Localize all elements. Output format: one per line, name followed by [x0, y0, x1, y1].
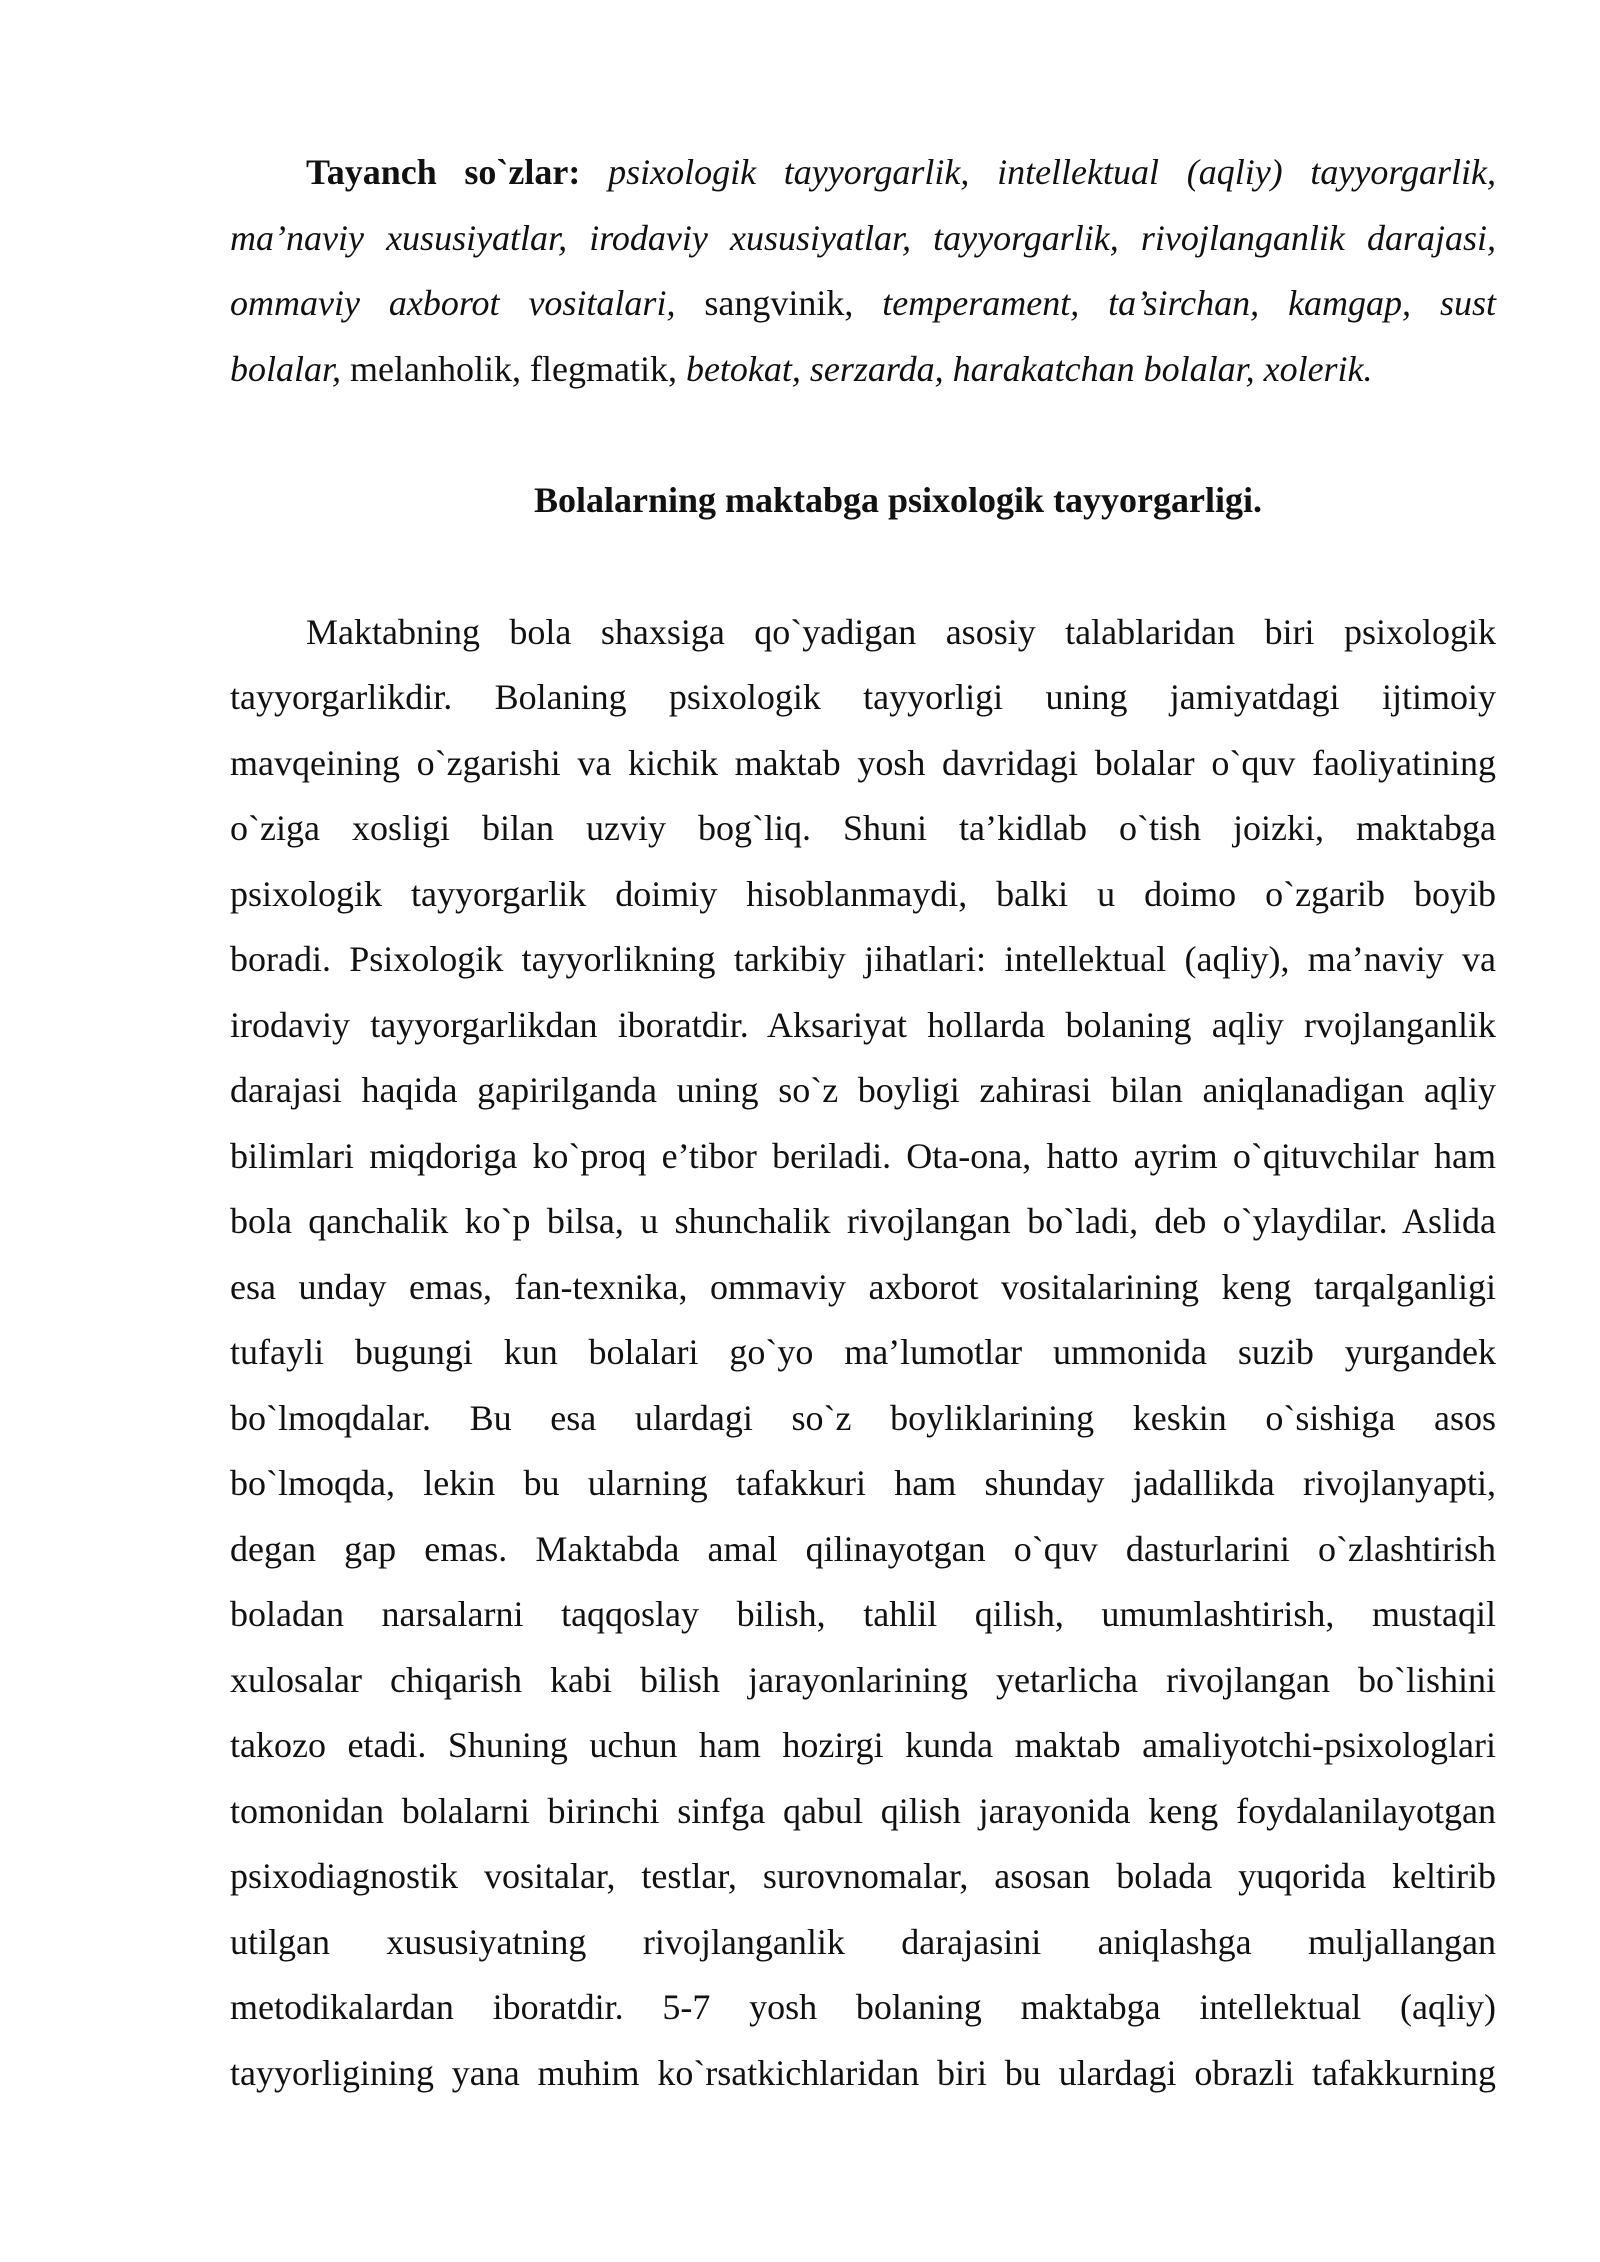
paragraph-line: tomonidan bolalarni birinchi sinfga qabul qilish jarayonida keng foydalanilayotgan	[230, 1790, 1496, 1831]
keywords-line	[230, 337, 1496, 403]
paragraph-line: utilgan xususiyatning rivojlanganlik darajasini aniqlashga muljallangan	[230, 1921, 1496, 1962]
paragraph-line: tayyorgarlikdir. Bolaning psixologik tayyorligi uning jamiyatdagi ijtimoiy	[230, 677, 1496, 717]
keywords-text: bolalar,	[230, 348, 342, 389]
paragraph-line: bilimlari miqdoriga ko`proq e’tibor beriladi. Ota-ona, hatto ayrim o`qituvchilar ham	[230, 1135, 1496, 1176]
keywords-text: ma’naviy xususiyatlar, irodaviy xususiyatlar, tayyorgarlik, rivojlanganlik darajasi,	[230, 217, 1496, 258]
paragraph-line: tayyorligining yana muhim ko`rsatkichlaridan biri bu ulardagi obrazli tafakkurning	[230, 2052, 1496, 2093]
keywords-text: ommaviy axborot vositalari,	[230, 283, 676, 323]
paragraph-line: takozo etadi. Shuning uchun ham hozirgi kunda maktab amaliyotchi-psixologlari	[230, 1725, 1496, 1765]
keywords-label: Tayanch so`zlar:	[306, 152, 581, 192]
paragraph-line: degan gap emas. Maktabda amal qilinayotgan o`quv dasturlarini o`zlashtirish	[230, 1528, 1496, 1569]
paragraph-line: tufayli bugungi kun bolalari go`yo ma’lumotlar ummonida suzib yurgandek	[230, 1332, 1496, 1372]
paragraph-line: bo`lmoqdalar. Bu esa ulardagi so`z boyliklarining keskin o`sishiga asos	[230, 1397, 1496, 1438]
paragraph-line: irodaviy tayyorgarlikdan iboratdir. Aksariyat hollarda bolaning aqliy rvojlanganlik	[230, 1004, 1496, 1045]
paragraph-line: bo`lmoqda, lekin bu ularning tafakkuri ham shunday jadallikda rivojlanyapti,	[230, 1463, 1496, 1503]
keywords-text: psixologik tayyorgarlik, intellektual (aqliy) tayyorgarlik,	[608, 152, 1496, 192]
keywords-text	[580, 152, 608, 192]
keywords-line	[230, 271, 1496, 337]
keywords-paragraph	[230, 140, 1496, 402]
paragraph-line: psixodiagnostik vositalar, testlar, surovnomalar, asosan bolada yuqorida keltirib	[230, 1856, 1496, 1896]
keywords-line	[230, 206, 1496, 272]
paragraph-line: darajasi haqida gapirilganda uning so`z boyligi zahirasi bilan aniqlanadigan aqliy	[230, 1070, 1496, 1110]
paragraph-line: xulosalar chiqarish kabi bilish jarayonlarining yetarlicha rivojlangan bo`lishini	[230, 1659, 1496, 1700]
document-page	[230, 140, 1496, 2106]
paragraph-line: Maktabning bola shaxsiga qo`yadigan asosiy talablaridan biri psixologik	[306, 611, 1496, 652]
paragraph-line: bola qanchalik ko`p bilsa, u shunchalik rivojlangan bo`ladi, deb o`ylaydilar. Aslida	[230, 1201, 1496, 1241]
paragraph-line: mavqeining o`zgarishi va kichik maktab yosh davridagi bolalar o`quv faoliyatining	[230, 742, 1496, 783]
paragraph-line: boladan narsalarni taqqoslay bilish, tahlil qilish, umumlashtirish, mustaqil	[230, 1594, 1496, 1634]
paragraph-line: o`ziga xosligi bilan uzviy bog`liq. Shuni ta’kidlab o`tish joizki, maktabga	[230, 808, 1496, 848]
body-paragraph	[230, 600, 1496, 2107]
paragraph-line: psixologik tayyorgarlik doimiy hisoblanmaydi, balki u doimo o`zgarib boyib	[230, 873, 1496, 914]
section-heading: Bolalarning maktabga psixologik tayyorgarligi.	[533, 480, 1263, 520]
keywords-text: melanholik, flegmatik,	[341, 348, 686, 389]
keywords-line	[230, 140, 1496, 206]
paragraph-line: boradi. Psixologik tayyorlikning tarkibiy jihatlari: intellektual (aqliy), ma’naviy va	[230, 939, 1496, 979]
paragraph-line: esa unday emas, fan-texnika, ommaviy axborot vositalarining keng tarqalganligi	[230, 1266, 1496, 1307]
keywords-text: temperament, ta’sirchan, kamgap, sust	[882, 283, 1496, 323]
keywords-text: sangvinik,	[675, 283, 883, 323]
paragraph-line: metodikalardan iboratdir. 5-7 yosh bolaning maktabga intellektual (aqliy)	[230, 1987, 1496, 2027]
keywords-text: betokat, serzarda, harakatchan bolalar, xolerik.	[685, 348, 1373, 389]
